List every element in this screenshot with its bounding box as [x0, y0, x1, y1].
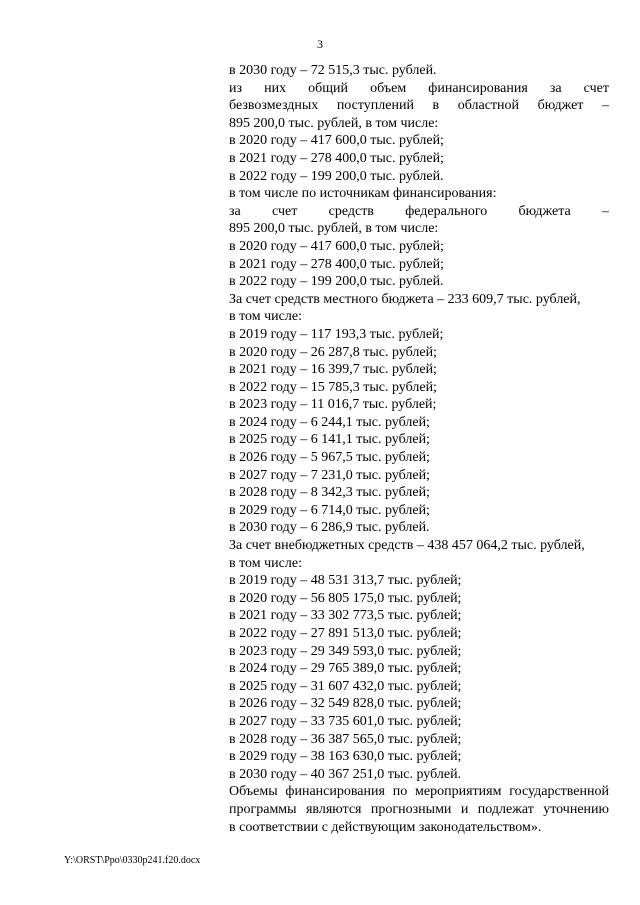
text-line: в 2028 году – 36 387 565,0 тыс. рублей; [229, 731, 462, 747]
text-line: в 2027 году – 7 231,0 тыс. рублей; [229, 467, 430, 483]
text-line: Объемы финансирования по мероприятиям государственной [229, 784, 609, 800]
text-line: безвозмездных поступлений в областной бюджет – [229, 98, 609, 114]
text-line: в 2023 году – 11 016,7 тыс. рублей; [229, 397, 437, 413]
text-line: в 2022 году – 199 200,0 тыс. рублей. [229, 168, 444, 184]
text-line: в 2026 году – 5 967,5 тыс. рублей; [229, 450, 430, 466]
text-line: в 2020 году – 56 805 175,0 тыс. рублей; [229, 590, 462, 606]
text-line: 895 200,0 тыс. рублей, в том числе: [229, 221, 439, 237]
text-line: за счет средств федерального бюджета – [229, 203, 609, 219]
text-line: в 2025 году – 31 607 432,0 тыс. рублей; [229, 678, 462, 694]
text-line: За счет средств местного бюджета – 233 609,7 тыс. рублей, [229, 291, 581, 307]
text-line: в 2025 году – 6 141,1 тыс. рублей; [229, 432, 430, 448]
text-line: в 2030 году – 6 286,9 тыс. рублей. [229, 520, 430, 536]
text-line: в 2021 году – 16 399,7 тыс. рублей; [229, 362, 437, 378]
text-line: в 2024 году – 29 765 389,0 тыс. рублей; [229, 661, 462, 677]
text-line: в том числе: [229, 555, 302, 571]
text-line: в 2024 году – 6 244,1 тыс. рублей; [229, 414, 430, 430]
text-line: в 2026 году – 32 549 828,0 тыс. рублей; [229, 696, 462, 712]
text-line: в 2020 году – 417 600,0 тыс. рублей; [229, 133, 444, 149]
text-line: 895 200,0 тыс. рублей, в том числе: [229, 115, 439, 131]
text-line: в 2022 году – 199 200,0 тыс. рублей. [229, 274, 444, 290]
text-line: в 2020 году – 26 287,8 тыс. рублей; [229, 344, 437, 360]
text-line: в 2021 году – 278 400,0 тыс. рублей; [229, 150, 444, 166]
text-line: в 2019 году – 48 531 313,7 тыс. рублей; [229, 573, 462, 589]
text-line: в 2030 году – 72 515,3 тыс. рублей. [229, 63, 437, 78]
text-line: в том числе по источникам финансирования: [229, 186, 497, 202]
file-path-footer: Y:\ORST\Ppo\0330p241.f20.docx [64, 855, 201, 866]
text-line: программы являются прогнозными и подлежат уточнению [229, 801, 609, 817]
text-line: в 2021 году – 278 400,0 тыс. рублей; [229, 256, 444, 272]
text-line: в 2027 году – 33 735 601,0 тыс. рублей; [229, 713, 462, 729]
text-line: в 2019 году – 117 193,3 тыс. рублей; [229, 326, 444, 342]
text-line: в 2023 году – 29 349 593,0 тыс. рублей; [229, 643, 462, 659]
text-line: из них общий объем финансирования за счет [229, 80, 609, 96]
text-line: в 2022 году – 15 785,3 тыс. рублей; [229, 379, 437, 395]
text-line: в 2020 году – 417 600,0 тыс. рублей; [229, 238, 444, 254]
text-line: в 2029 году – 6 714,0 тыс. рублей; [229, 502, 430, 518]
document-body [229, 62, 609, 836]
text-line: в том числе: [229, 309, 302, 325]
text-line: в 2022 году – 27 891 513,0 тыс. рублей; [229, 626, 462, 641]
text-line: в 2028 году – 8 342,3 тыс. рублей; [229, 485, 430, 501]
page-number: 3 [317, 37, 323, 51]
text-line: За счет внебюджетных средств – 438 457 064,2 тыс. рублей, [229, 538, 585, 554]
text-line: в 2029 году – 38 163 630,0 тыс. рублей; [229, 749, 462, 765]
text-line: в 2021 году – 33 302 773,5 тыс. рублей; [229, 608, 462, 624]
text-line: в соответствии с действующим законодательством». [229, 819, 542, 835]
text-line: в 2030 году – 40 367 251,0 тыс. рублей. [229, 766, 462, 782]
